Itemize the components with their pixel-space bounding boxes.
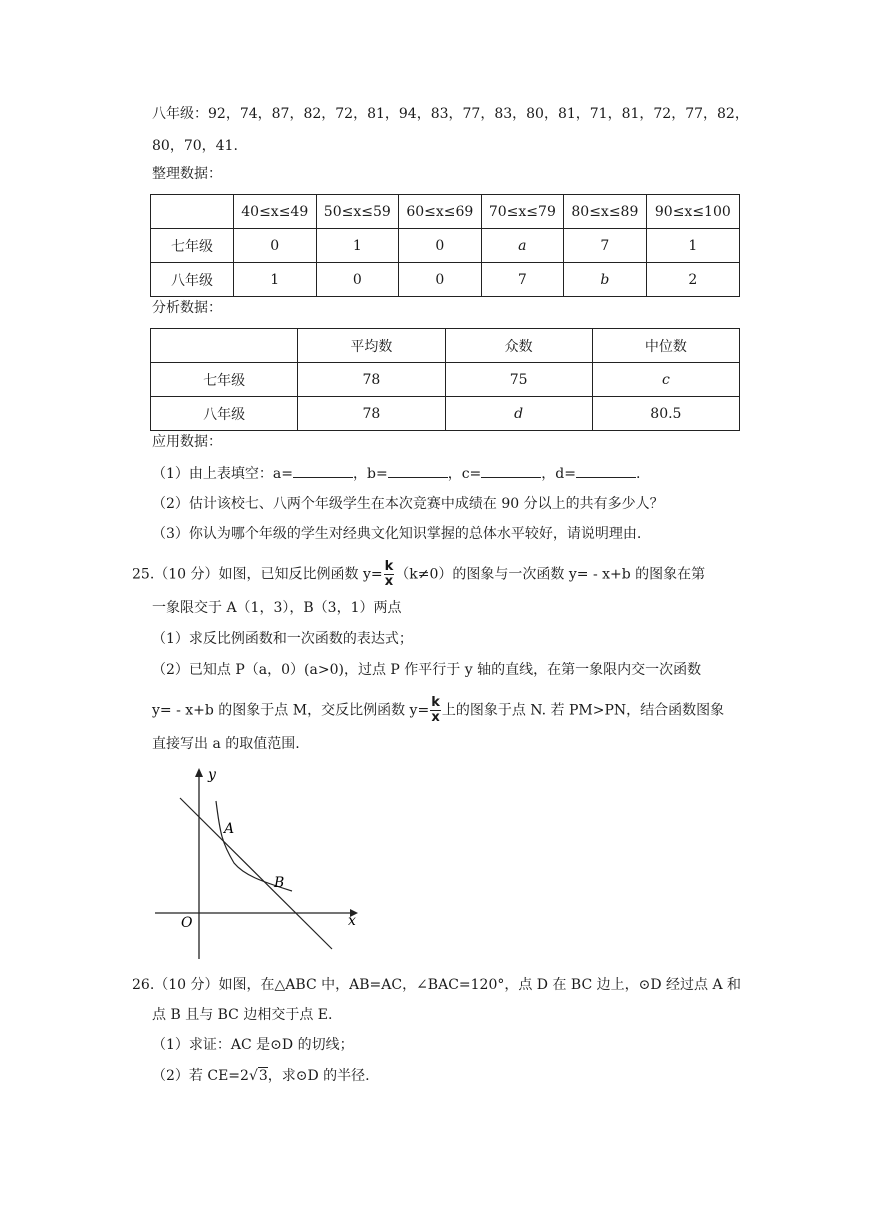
fraction-denominator: x (431, 710, 440, 725)
table-cell: 0 (399, 229, 482, 263)
q24-part1-prefix: （1）由上表填空： (152, 466, 273, 482)
table-header: 50≤x≤59 (316, 195, 399, 229)
x-axis-label: x (348, 913, 356, 929)
blank-b (388, 463, 448, 478)
table-header: 60≤x≤69 (399, 195, 482, 229)
q26-part2-suffix: ，求⊙D 的半径. (267, 1068, 370, 1084)
q24-part2: （2）估计该校七、八两个年级学生在本次竞赛中成绩在 90 分以上的共有多少人？ (152, 496, 664, 512)
blank-a (293, 463, 353, 478)
table-header: 80≤x≤89 (564, 195, 647, 229)
blank-d (576, 463, 636, 478)
table-header: 70≤x≤79 (481, 195, 564, 229)
blank-a-label: a= (272, 466, 293, 482)
fraction-k-over-x (384, 560, 395, 589)
table-cell: 1 (316, 229, 399, 263)
table-cell: 75 (445, 363, 592, 397)
q24-part3: （3）你认为哪个年级的学生对经典文化知识掌握的总体水平较好，请说明理由. (152, 526, 642, 542)
blank-b-label: b= (367, 466, 388, 482)
q25-part1: （1）求反比例函数和一次函数的表达式； (152, 631, 413, 647)
table-row (151, 363, 740, 397)
table-cell (151, 195, 234, 229)
y-axis-label: y (208, 767, 216, 783)
statistics-table (150, 328, 740, 431)
q25-part2-line2 (152, 696, 724, 725)
table-row (151, 329, 740, 363)
table-row (151, 229, 740, 263)
q25-part2-line2b: 上的图象于点 N. 若 PM>PN，结合函数图象 (441, 702, 725, 719)
q26-part2-prefix: （2）若 CE=2 (152, 1068, 249, 1084)
table-header: 90≤x≤100 (646, 195, 739, 229)
table-cell: a (481, 229, 564, 263)
table-cell: 1 (234, 263, 317, 297)
table-cell: 78 (298, 363, 445, 397)
q24-part1: （1）由上表填空：a= ，b= ，c= ，d= . (152, 463, 640, 484)
q26-part1: （1）求证：AC 是⊙D 的切线； (152, 1037, 354, 1053)
table-cell: 八年级 (151, 263, 234, 297)
table-header: 平均数 (298, 329, 445, 363)
table-cell: 7 (564, 229, 647, 263)
table-header: 40≤x≤49 (234, 195, 317, 229)
point-b-label: B (274, 875, 285, 891)
origin-label: O (181, 915, 193, 931)
frequency-table (150, 194, 740, 297)
table-cell: b (564, 263, 647, 297)
table-cell: 1 (646, 229, 739, 263)
function-graph-figure (150, 763, 365, 963)
q25-intro-b: （k≠0）的图象与一次函数 y= - x+b 的图象在第 (395, 566, 706, 583)
table-cell (151, 329, 298, 363)
table-row (151, 397, 740, 431)
table-cell: 78 (298, 397, 445, 431)
q26-line1: 26.（10 分）如图，在△ABC 中，AB=AC，∠BAC=120°，点 D 在 BC 边上，⊙D 经过点 A 和 (132, 977, 742, 993)
table-header: 众数 (445, 329, 592, 363)
table-header: 中位数 (592, 329, 739, 363)
q25-part2-line2a: y= - x+b 的图象于点 M，交反比例函数 y= (152, 702, 430, 719)
grade8-data-line2: 80，70，41. (152, 138, 238, 154)
q25-intro-line2: 一象限交于 A（1，3），B（3，1）两点 (152, 600, 402, 616)
q26-line2: 点 B 且与 BC 边相交于点 E. (152, 1007, 333, 1023)
table-cell: d (445, 397, 592, 431)
apply-heading: 应用数据： (152, 434, 222, 450)
table-cell: 0 (234, 229, 317, 263)
table-cell: 八年级 (151, 397, 298, 431)
table-row (151, 263, 740, 297)
sqrt-sign-icon: √ (248, 1068, 258, 1084)
q25-intro-a: 25.（10 分）如图，已知反比例函数 y= (132, 566, 383, 583)
table-cell: 0 (399, 263, 482, 297)
blank-c (481, 463, 541, 478)
y-axis-arrow-icon (195, 768, 203, 777)
table-cell: 7 (481, 263, 564, 297)
point-a-label: A (224, 821, 235, 837)
linear-function-line (180, 798, 332, 949)
table-row (151, 195, 740, 229)
fraction-numerator: k (384, 559, 394, 574)
q25-part2-line3: 直接写出 a 的取值范围. (152, 736, 300, 752)
q25-intro (132, 560, 705, 589)
analyze-heading: 分析数据： (152, 300, 222, 316)
table-cell: 2 (646, 263, 739, 297)
blank-d-label: d= (555, 466, 576, 482)
organize-heading: 整理数据： (152, 166, 222, 182)
table-cell: 80.5 (592, 397, 739, 431)
table-cell: 七年级 (151, 229, 234, 263)
fraction-denominator: x (384, 574, 394, 589)
table-cell: c (592, 363, 739, 397)
table-cell: 七年级 (151, 363, 298, 397)
q26-part2 (152, 1066, 370, 1086)
fraction-k-over-x (430, 696, 441, 725)
fraction-numerator: k (431, 695, 440, 710)
q25-part2-line1: （2）已知点 P（a，0）(a>0)，过点 P 作平行于 y 轴的直线，在第一象限内交一次函数 (152, 662, 702, 678)
grade8-data-line1: 八年级：92，74，87，82，72，81，94，83，77，83，80，81，71，81，72，77，82， (152, 106, 749, 122)
blank-c-label: c= (461, 466, 482, 482)
table-cell: 0 (316, 263, 399, 297)
sqrt-radicand: 3 (258, 1068, 268, 1084)
